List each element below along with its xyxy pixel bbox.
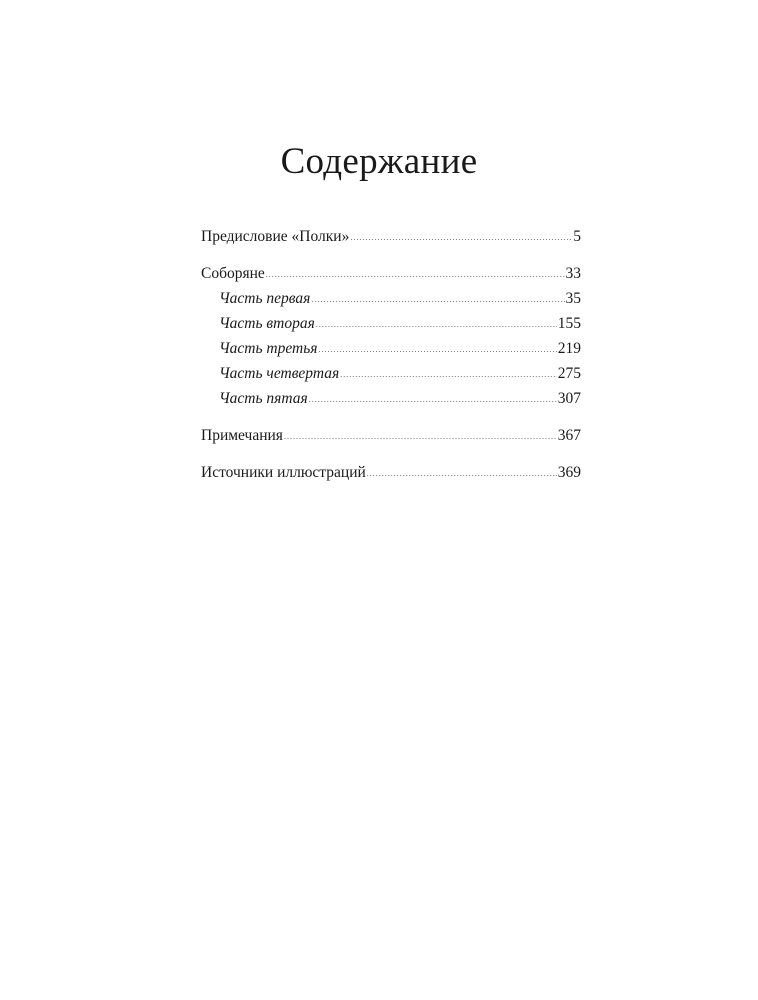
toc-entry-part-five[interactable]: [201, 390, 581, 415]
dot-leader: [367, 469, 557, 478]
toc-entry-label: Часть третья: [219, 340, 318, 357]
toc-entry-illustration-sources[interactable]: [201, 464, 581, 489]
toc-entry-page-number: 307: [557, 390, 581, 407]
page-title: Содержание: [280, 141, 478, 182]
dot-leader: [316, 320, 557, 329]
toc-entry-label: Часть четвертая: [219, 365, 340, 382]
toc-entry-part-four[interactable]: [201, 365, 581, 390]
toc-entry-page-number: 5: [573, 228, 581, 245]
toc-entry-label: Часть пятая: [219, 390, 308, 407]
dot-leader: [350, 233, 572, 242]
toc-entry-part-three[interactable]: [201, 340, 581, 365]
toc-entry-page-number: 369: [557, 464, 581, 481]
toc-entry-label: Соборяне: [201, 265, 265, 282]
toc-entry-page-number: 367: [557, 427, 581, 444]
toc-entry-notes[interactable]: [201, 427, 581, 452]
toc-entry-part-two[interactable]: [201, 315, 581, 340]
dot-leader: [311, 295, 564, 304]
toc-entry-preface[interactable]: [201, 228, 581, 253]
dot-leader: [340, 370, 557, 379]
toc-entry-soboryane[interactable]: [201, 265, 581, 290]
dot-leader: [309, 395, 557, 404]
dot-leader: [284, 432, 557, 441]
toc-entry-page-number: 33: [565, 265, 581, 282]
toc-entry-label: Часть вторая: [219, 315, 315, 332]
toc-entry-label: Источники иллюстраций: [201, 464, 366, 481]
table-of-contents: [201, 228, 581, 489]
dot-leader: [319, 345, 557, 354]
toc-entry-page-number: 219: [557, 340, 581, 357]
toc-entry-page-number: 35: [565, 290, 581, 307]
toc-entry-label: Часть первая: [219, 290, 311, 307]
toc-entry-label: Предисловие «Полки»: [201, 228, 350, 245]
toc-entry-part-one[interactable]: [201, 290, 581, 315]
toc-entry-page-number: 275: [557, 365, 581, 382]
toc-entry-page-number: 155: [557, 315, 581, 332]
dot-leader: [266, 270, 565, 279]
toc-entry-label: Примечания: [201, 427, 283, 444]
